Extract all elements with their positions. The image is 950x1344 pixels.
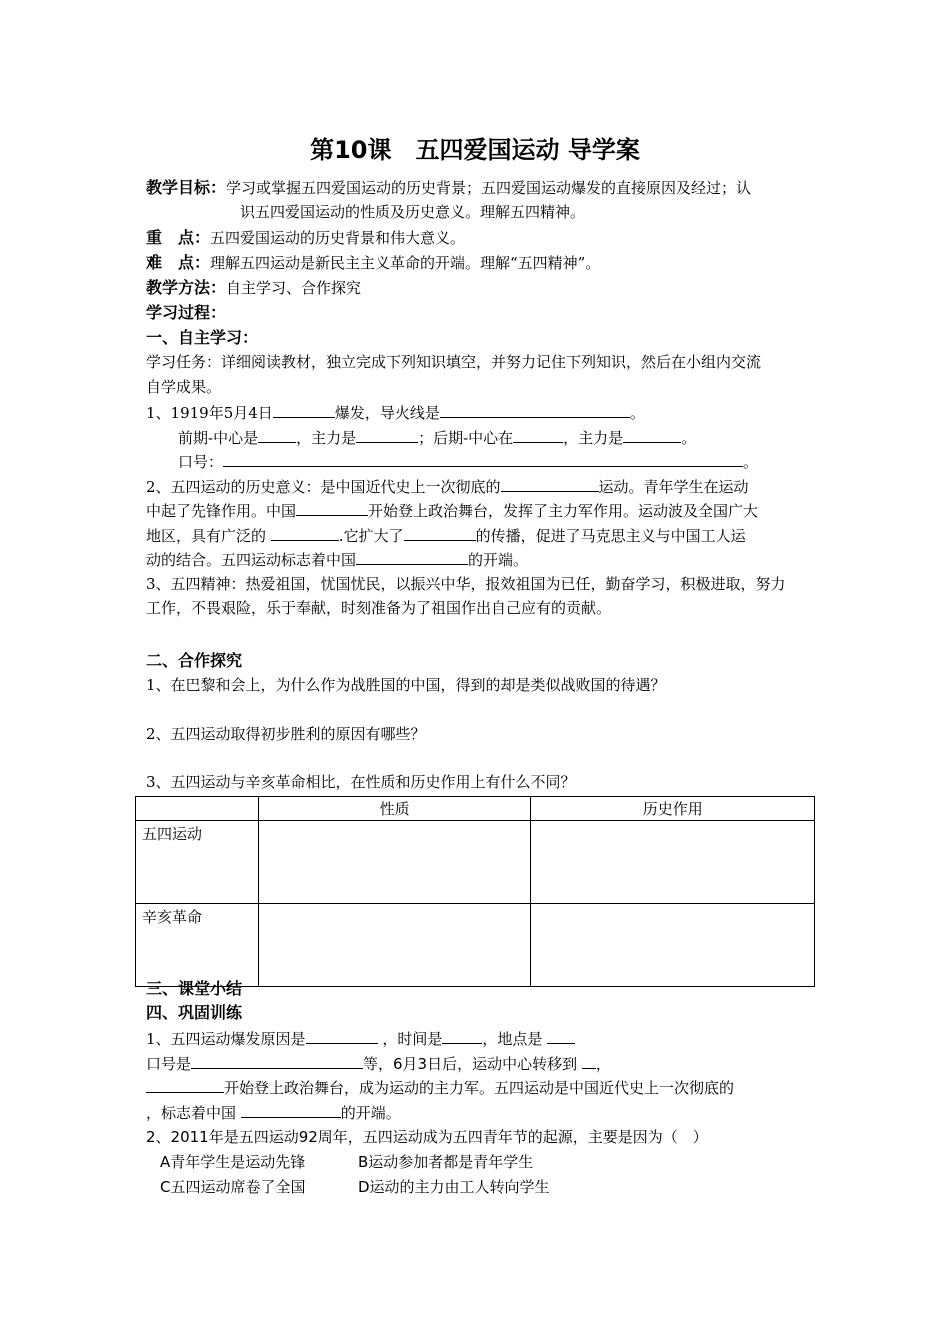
s4-q1-line-2	[146, 1053, 611, 1074]
q1-text-g: ，主力是	[563, 429, 624, 447]
section2-q1: 1、在巴黎和会上，为什么作为战胜国的中国，得到的却是类似战败国的待遇？	[146, 676, 666, 694]
s4-q1-text-i: 的开端。	[340, 1104, 401, 1122]
section2-q3: 3、五四运动与辛亥革命相比，在性质和历史作用上有什么不同？	[146, 773, 576, 791]
section2-q2: 2、五四运动取得初步胜利的原因有哪些？	[146, 725, 426, 743]
q1-blank-6[interactable]	[623, 427, 681, 443]
page-title: 第10课 五四爱国运动 导学案	[310, 136, 640, 164]
s4-q1-blank-1[interactable]	[306, 1028, 378, 1044]
s4-q1-line-3	[146, 1077, 734, 1098]
objectives-text-2: 识五四爱国运动的性质及历史意义。理解五四精神。	[240, 203, 586, 221]
option-b[interactable]: B运动参加者都是青年学生	[358, 1153, 534, 1171]
s4-q2-options-row-1	[160, 1152, 533, 1172]
s4-q1-text-g: 开始登上政治舞台，成为运动的主力军。五四运动是中国近代史上一次彻底的	[224, 1079, 735, 1097]
q3-line-2: 工作，不畏艰险，乐于奉献，时刻准备为了祖国作出自己应有的贡献。	[146, 599, 612, 617]
s4-q1-text-a: 1、五四运动爆发原因是	[146, 1030, 306, 1048]
q1-text-d: 前期-中心是	[178, 429, 259, 447]
table-cell[interactable]	[258, 904, 531, 987]
q1-blank-1[interactable]	[273, 402, 335, 418]
table-cell[interactable]	[258, 821, 531, 904]
s4-q1-blank-5[interactable]	[582, 1053, 596, 1069]
q1-text-h: 。	[681, 429, 697, 447]
table-row-label: 辛亥革命	[136, 904, 259, 987]
q1-text-c: 。	[629, 404, 645, 422]
s4-q1-blank-3[interactable]	[547, 1028, 575, 1044]
section3-heading: 三、课堂小结	[146, 979, 243, 998]
s4-q1-blank-4[interactable]	[191, 1053, 363, 1069]
q2-blank-2[interactable]	[296, 500, 368, 516]
s4-q1-text-c: ，地点是	[482, 1030, 543, 1048]
q2-text-b: 运动。青年学生在运动	[598, 478, 749, 496]
q1-blank-5[interactable]	[513, 427, 563, 443]
q2-line-3	[146, 525, 746, 546]
table-row	[136, 821, 815, 904]
q1-blank-slogan[interactable]	[223, 451, 743, 467]
comparison-table	[135, 796, 815, 987]
method-label: 教学方法：	[146, 278, 227, 297]
s4-q1-blank-6[interactable]	[146, 1077, 224, 1093]
table-row	[136, 904, 815, 987]
s4-q1-text-h: ，标志着中国	[146, 1104, 237, 1122]
task-line-2: 自学成果。	[146, 378, 222, 396]
table-row-label: 五四运动	[136, 821, 259, 904]
difficulty-line	[146, 253, 600, 273]
s4-q1-blank-7[interactable]	[241, 1102, 341, 1118]
q2-line-2	[146, 500, 758, 521]
section2-heading: 二、合作探究	[146, 651, 243, 670]
q2-text-f: .它扩大了	[338, 527, 404, 545]
q2-blank-5[interactable]	[356, 549, 468, 565]
q2-blank-1[interactable]	[501, 476, 599, 492]
s4-q2-options-row-2	[160, 1177, 550, 1197]
q1-text-b: 爆发，导火线是	[334, 404, 440, 422]
q2-text-h: 动的结合。五四运动标志着中国	[146, 551, 357, 569]
key-point-label: 重 点：	[146, 228, 211, 247]
s4-q1-line-4	[146, 1102, 401, 1123]
table-cell[interactable]	[531, 821, 815, 904]
q2-line-4	[146, 549, 528, 570]
process-label: 学习过程：	[146, 303, 227, 322]
q2-line-1	[146, 476, 749, 497]
table-header-row	[136, 797, 815, 821]
q2-text-d: 开始登上政治舞台，发挥了主力军作用。运动波及全国广大	[368, 502, 759, 520]
q1-blank-3[interactable]	[258, 427, 296, 443]
q2-text-a: 2、五四运动的历史意义：是中国近代史上一次彻底的	[146, 478, 501, 496]
q2-text-e: 地区，具有广泛的	[146, 527, 267, 545]
method-text: 自主学习、合作探究	[226, 279, 362, 297]
q2-blank-3[interactable]	[271, 525, 339, 541]
difficulty-text: 理解五四运动是新民主主义革命的开端。理解“五四精神”。	[210, 254, 601, 272]
option-a[interactable]: A青年学生是运动先锋	[160, 1153, 306, 1171]
q1-text-a: 1、1919年5月4日	[146, 404, 273, 422]
q2-text-g: 的传播，促进了马克思主义与中国工人运	[475, 527, 746, 545]
q2-blank-4[interactable]	[404, 525, 476, 541]
option-c[interactable]: C五四运动席卷了全国	[160, 1178, 306, 1196]
table-header-cell: 历史作用	[531, 797, 815, 821]
q1-line-3	[178, 451, 758, 472]
objectives-text-1: 学习或掌握五四爱国运动的历史背景；五四爱国运动爆发的直接原因及经过；认	[226, 179, 752, 197]
s4-q1-blank-2[interactable]	[442, 1028, 482, 1044]
task-line-1: 学习任务：详细阅读教材，独立完成下列知识填空，并努力记住下列知识，然后在小组内交流	[146, 353, 762, 371]
s4-q1-text-b: ，时间是	[382, 1030, 443, 1048]
option-d[interactable]: D运动的主力由工人转向学生	[358, 1178, 550, 1196]
table-cell[interactable]	[531, 904, 815, 987]
objectives-line-1	[146, 178, 751, 198]
q1-line-2	[178, 427, 696, 448]
section1-heading: 一、自主学习：	[146, 328, 259, 347]
objectives-label: 教学目标：	[146, 178, 227, 197]
s4-q1-text-d: 口号是	[146, 1055, 192, 1073]
q1-text-j: 。	[743, 453, 759, 471]
q2-text-c: 中起了先锋作用。中国	[146, 502, 297, 520]
key-point-line	[146, 228, 465, 248]
q1-text-i: 口号：	[178, 453, 224, 471]
difficulty-label: 难 点：	[146, 253, 211, 272]
table-header-cell	[136, 797, 259, 821]
method-line	[146, 278, 361, 298]
s4-q1-text-e: 等，6月3日后，运动中心转移到	[363, 1055, 578, 1073]
s4-q1-text-f: ，	[595, 1055, 611, 1073]
q3-line-1: 3、五四精神：热爱祖国，忧国忧民，以振兴中华，报效祖国为已任，勤奋学习，积极进取，努力	[146, 575, 786, 593]
q1-text-e: ，主力是	[296, 429, 357, 447]
q2-text-i: 的开端。	[468, 551, 529, 569]
s4-q2-stem: 2、2011年是五四运动92周年，五四运动成为五四青年节的起源，主要是因为（ ）	[146, 1128, 708, 1146]
q1-text-f: ；后期-中心在	[418, 429, 514, 447]
q1-line-1	[146, 402, 645, 423]
section4-heading: 四、巩固训练	[146, 1003, 243, 1022]
key-point-text: 五四爱国运动的历史背景和伟大意义。	[210, 229, 466, 247]
s4-q1-line-1	[146, 1028, 575, 1049]
q1-blank-4[interactable]	[356, 427, 418, 443]
table-header-cell: 性质	[258, 797, 531, 821]
q1-blank-2[interactable]	[440, 402, 630, 418]
